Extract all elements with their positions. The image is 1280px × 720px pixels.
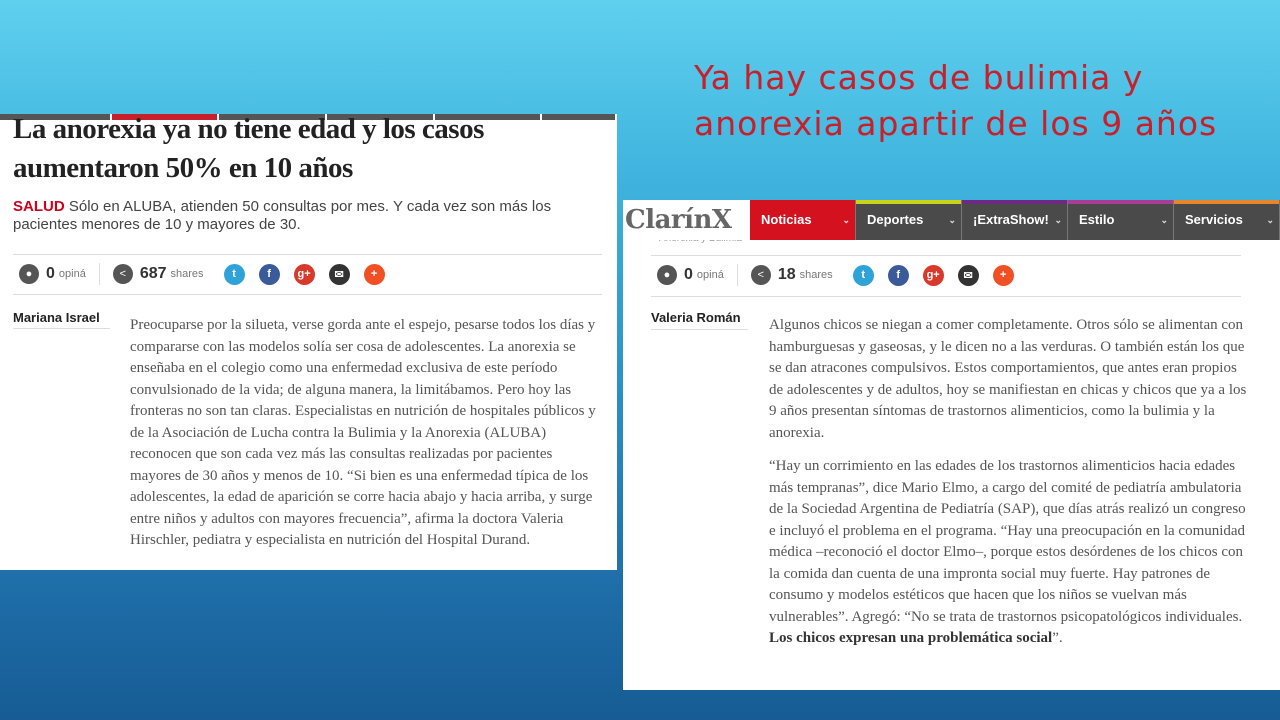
twitter-icon[interactable]: t (853, 265, 874, 286)
googleplus-icon[interactable]: g+ (294, 264, 315, 285)
article-clipping-right (623, 200, 1280, 690)
chevron-down-icon: ⌄ (1266, 215, 1274, 225)
nav-item-estilo[interactable] (1068, 200, 1174, 240)
googleplus-icon[interactable]: g+ (923, 265, 944, 286)
email-icon[interactable]: ✉ (329, 264, 350, 285)
chevron-down-icon: ⌄ (948, 215, 956, 225)
shares-label: shares (799, 269, 833, 281)
nav-item-label: Deportes (867, 212, 924, 227)
body-paragraph (769, 456, 1247, 650)
quote-bold: Los chicos expresan una problemática social (769, 630, 1053, 646)
email-icon[interactable]: ✉ (958, 265, 979, 286)
site-navbar (623, 200, 1280, 240)
comments-label[interactable]: opiná (58, 268, 86, 280)
shares-count: 18 (777, 266, 796, 283)
clarin-logo[interactable]: ClarínX (623, 200, 750, 240)
plus-icon[interactable]: + (364, 264, 385, 285)
nav-item-label: Servicios (1185, 212, 1243, 227)
facebook-icon[interactable]: f (259, 264, 280, 285)
category-label[interactable]: SALUD (13, 198, 65, 215)
share-bar (19, 263, 399, 285)
summary-text: Sólo en ALUBA, atienden 50 consultas por mes. Y cada vez son más los pacientes menores de 10 y mayores de 30. (13, 198, 552, 233)
quote-text: “Hay un corrimiento en las edades de los trastornos alimenticios hacia edades más tempranas”, dice Mario Elmo, a cargo del comité de pediatría ambulatoria de la Sociedad Argentina de Pediatría (SAP), que días atrás realizó un congreso e incluyó el problema en el programa. “Hay una preocupación en la comunidad médica –reconoció el doctor Elmo–, porque estos desórdenes de los chicos con la comida dan cuenta de una impronta social muy fuerte. Hay patrones de consumo y modelos estéticos que hacen que los niños se vuelvan más vulnerables”. Agregó: “No se trata de trastornos psicopatológicos individuales. (769, 458, 1246, 625)
article-headline[interactable]: La anorexia ya no tiene edad y los casos aumentaron 50% en 10 años (13, 114, 484, 184)
author-name[interactable]: Valeria Román (651, 310, 741, 325)
comments-count: 0 (46, 265, 55, 282)
body-paragraph: Algunos chicos se niegan a comer completamente. Otros sólo se alimentan con hamburguesas y gaseosas, y le dicen no a las verduras. O también están los que se dan atracones compulsivos. Estos comportamientos, que antes eran propios de adolescentes y de adultos, hoy se manifiestan en chicas y chicos que ya a los 9 años presentan síntomas de trastornos alimenticios, como la bulimia y la anorexia. (769, 317, 1247, 441)
slide-title: Ya hay casos de bulimia y anorexia apartir de los 9 años (694, 58, 1218, 143)
nav-item-label: ¡ExtraShow! (973, 212, 1049, 227)
comment-icon[interactable]: ● (19, 264, 39, 284)
comments-label[interactable]: opiná (696, 269, 724, 281)
shares-count: 687 (139, 265, 167, 282)
article-body (769, 315, 1247, 662)
quote-end: ”. (1052, 630, 1063, 646)
article-summary (13, 198, 603, 234)
body-paragraph: Preocuparse por la silueta, verse gorda ante el espejo, pesarse todos los días y compararse con las modelos solía ser cosa de adolescentes. La anorexia se enseñaba en el colegio como una enfermedad exclusiva de este período convulsionado de la vida; de alguna manera, la limitábamos. Pero hoy las fronteras no son tan claras. Especialistas en nutrición de hospitales públicos y de la Asociación de Lucha contra la Bulimia y la Anorexia (ALUBA) reconocen que son cada vez más las consultas realizadas por pacientes mayores de 30 años y menos de 10. “Si bien es una enfermedad típica de los adolescentes, la edad de aparición se corre hacia abajo y hacia arriba, y surge entre niños y adultos con mayores frecuencia”, afirma la doctora Valeria Hirschler, pediatra y especialista en nutrición del Hospital Durand. (130, 317, 596, 548)
chevron-down-icon: ⌄ (842, 215, 850, 225)
twitter-icon[interactable]: t (224, 264, 245, 285)
nav-item-label: Noticias (761, 212, 812, 227)
shares-label: shares (170, 268, 204, 280)
nav-item-noticias[interactable] (750, 200, 856, 240)
plus-icon[interactable]: + (993, 265, 1014, 286)
comments-count: 0 (684, 266, 693, 283)
chevron-down-icon: ⌄ (1160, 215, 1168, 225)
share-bar (657, 264, 1028, 286)
facebook-icon[interactable]: f (888, 265, 909, 286)
nav-item-deportes[interactable] (856, 200, 962, 240)
nav-item-extrashow[interactable] (962, 200, 1068, 240)
share-icon[interactable]: < (113, 264, 133, 284)
author-name[interactable]: Mariana Israel (13, 310, 100, 325)
nav-item-servicios[interactable] (1174, 200, 1280, 240)
article-clipping-left (0, 114, 617, 570)
article-body (130, 315, 600, 564)
chevron-down-icon: ⌄ (1054, 215, 1062, 225)
nav-item-label: Estilo (1079, 212, 1115, 227)
share-icon[interactable]: < (751, 265, 771, 285)
comment-icon[interactable]: ● (657, 265, 677, 285)
